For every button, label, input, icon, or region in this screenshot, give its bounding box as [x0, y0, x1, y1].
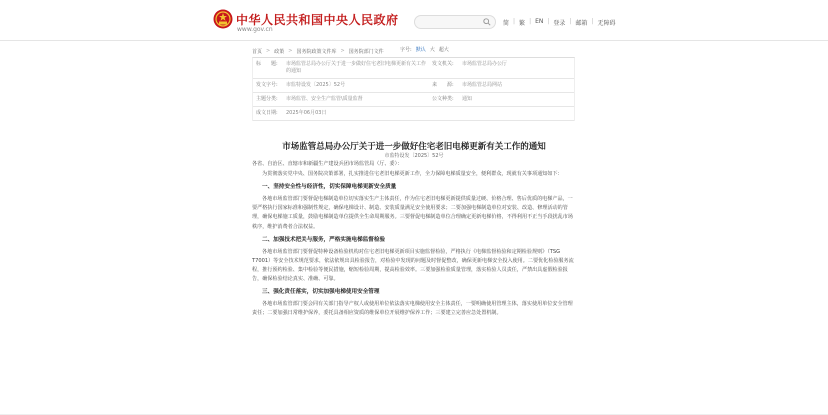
section-paragraph-2: 各地市场监管部门要督促特种设备检验机构对住宅老旧电梯更新项目实施监督检验，严格执行《电梯监督检验和定期检验规则》（TSG T7001）等安全技术规范要求，依法依规出具检验报告，对检验中发现的问题及时督促整改，确保更新电梯安全投入使用。二要优化检验服务流程，推行预约检验、集中检验等便民措施，缩短检验周期，提高检验效率。三要加强检验质量管理，落实检验人员责任，严禁出具虚假检验报告，确保检验结论真实、准确、可靠。 [252, 248, 574, 283]
link-login[interactable]: 登录 [553, 20, 566, 27]
breadcrumb-separator: > [288, 48, 293, 54]
breadcrumb-dept-docs[interactable]: 国务院部门文件 [348, 48, 384, 55]
meta-label: 发文机关: [432, 61, 454, 67]
meta-cell-docno [253, 79, 429, 92]
font-size-large[interactable]: 大 [429, 47, 435, 53]
document-meta-table [252, 57, 575, 121]
link-mail[interactable]: 邮箱 [575, 20, 588, 27]
document-number: 市监特设发〔2025〕52号 [384, 153, 444, 159]
national-emblem-icon [213, 8, 233, 30]
meta-label: 成文日期: [256, 110, 278, 116]
breadcrumb-separator: > [266, 48, 271, 54]
meta-row [253, 107, 574, 121]
intro-paragraph: 为贯彻落实党中央、国务院决策部署，扎实推进住宅老旧电梯更新工作，全力保障电梯质量安全，便利群众，现就有关事项通知如下： [262, 171, 563, 178]
breadcrumb-library[interactable]: 国务院政策文件库 [296, 48, 337, 55]
meta-label: 主题分类: [256, 96, 278, 102]
search-icon[interactable] [483, 18, 491, 26]
meta-label: 公文种类: [432, 96, 454, 102]
site-title[interactable]: 中华人民共和国中央人民政府 [236, 13, 399, 27]
breadcrumb-home[interactable]: 首页 [252, 48, 263, 55]
font-size-default[interactable]: 默认 [415, 47, 426, 53]
link-english[interactable]: EN [535, 18, 544, 25]
breadcrumb-policy[interactable]: 政策 [274, 48, 285, 55]
font-size-xlarge[interactable]: 超大 [438, 47, 449, 53]
document-title: 市场监管总局办公厅关于进一步做好住宅老旧电梯更新有关工作的通知 [282, 142, 546, 152]
link-separator: | [569, 18, 572, 25]
search-input[interactable] [414, 15, 496, 29]
section-paragraph-3: 各地市场监管部门要会同有关部门指导产权人或使用单位依法落实电梯使用安全主体责任，一要明确使用管理主体，落实使用单位安全管理责任；二要加强日常维护保养，委托具备相应资质的维保单位开展维护保养工作；三要建立完善应急处置机制。 [252, 301, 573, 317]
link-separator: | [529, 18, 532, 25]
meta-cell-type [429, 93, 574, 106]
meta-cell-date [253, 107, 429, 120]
top-links [503, 18, 616, 27]
meta-type-value: 通知 [462, 96, 473, 102]
meta-source-value: 市场监管总局网站 [462, 82, 503, 88]
meta-topic-value: 市场监管、安全生产监管\质量监督 [286, 96, 363, 102]
meta-row [253, 58, 574, 79]
meta-cell-topic [253, 93, 429, 106]
font-size-label: 字号: [400, 47, 412, 53]
link-accessibility[interactable]: 无障碍 [597, 20, 616, 27]
document-body [252, 160, 576, 319]
meta-row [253, 79, 574, 93]
meta-date-value: 2025年06月03日 [286, 110, 327, 116]
link-separator: | [513, 18, 516, 25]
section-heading-3: 三、强化责任落实，切实加强电梯使用安全管理 [262, 289, 380, 296]
salutation: 各省、自治区、直辖市和新疆生产建设兵团市场监管局（厅、委）： [252, 161, 403, 167]
section-heading-2: 二、加强技术把关与服务，严格实施电梯监督检验 [262, 236, 386, 243]
site-header [0, 0, 828, 40]
meta-issuer-value: 市场监管总局办公厅 [462, 61, 508, 67]
meta-label: 发文字号: [256, 82, 278, 88]
meta-label: 标 题: [256, 61, 278, 67]
meta-label: 来 源: [432, 82, 454, 88]
meta-row [253, 93, 574, 107]
link-separator: | [547, 18, 550, 25]
site-url: www.gov.cn [237, 26, 273, 33]
meta-cell-issuer [429, 58, 574, 78]
link-simplified[interactable]: 简 [503, 20, 510, 27]
header-divider [0, 40, 828, 41]
meta-docno-value: 市监特设发〔2025〕52号 [286, 82, 346, 88]
font-size-switcher [400, 46, 449, 53]
section-paragraph-1: 各地市场监管部门要督促电梯制造单位切实落实生产主体责任，作为住宅老旧电梯更新提供质量过硬、价格合理、售后优质的电梯产品，一要严格执行国家标准和强制性规定，确保电梯设计、制造、安装质量满足安全使用要求；二要加强电梯制造单位对安装、改造、修理活动的管理，确保电梯施工质量，鼓励电梯制造单位提供全生命周期服务。三要督促电梯制造单位合理确定更新电梯价格，不得利用不正当手段扰乱市场秩序，维护消费者合法权益。 [252, 196, 573, 230]
breadcrumb-separator: > [340, 48, 345, 54]
section-heading-1: 一、坚持安全性与经济性，切实保障电梯更新安全质量 [262, 184, 397, 191]
meta-cell-title [253, 58, 429, 78]
meta-cell-source [429, 79, 574, 92]
link-traditional[interactable]: 繁 [519, 20, 526, 27]
link-separator: | [591, 18, 594, 25]
meta-title-value: 市场监管总局办公厅关于进一步做好住宅老旧电梯更新有关工作的通知 [286, 61, 427, 74]
